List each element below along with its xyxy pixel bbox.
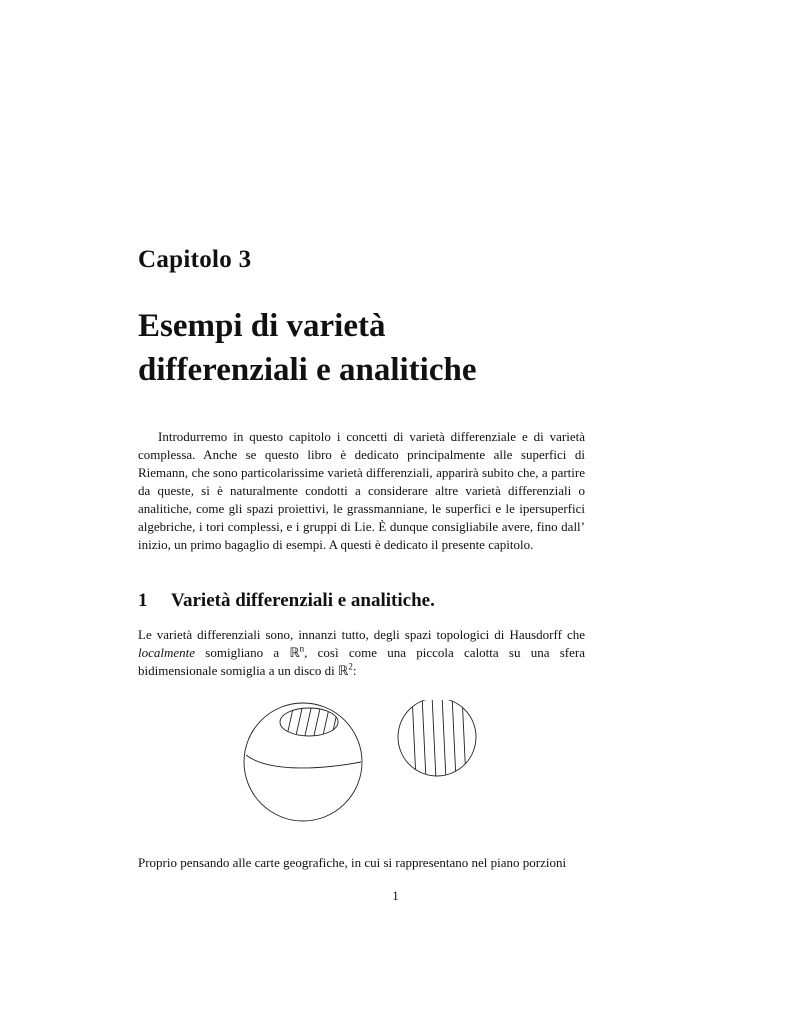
disk-hatching bbox=[412, 700, 466, 780]
chapter-title-line-1: Esempi di varietà bbox=[138, 308, 386, 344]
section-heading bbox=[138, 590, 435, 612]
section-number: 1 bbox=[138, 590, 148, 611]
section-title: Varietà differenziali e analitiche. bbox=[171, 590, 435, 611]
sphere-equator-curve bbox=[246, 755, 361, 768]
disk-drawing bbox=[398, 700, 476, 780]
paragraph-manifolds-intro bbox=[138, 626, 585, 680]
chapter-label: Capitolo 3 bbox=[138, 246, 252, 273]
p1-text-d: : bbox=[352, 663, 357, 678]
chapter-title-line-2: differenziali e analitiche bbox=[138, 352, 477, 388]
sphere-cap-figure bbox=[238, 700, 488, 830]
sphere-outline bbox=[244, 703, 362, 821]
p1-superscript-n: n bbox=[299, 643, 305, 654]
chapter-title bbox=[138, 304, 658, 392]
paragraph-maps: Proprio pensando alle carte geografiche, in cui si rappresentano nel piano porzioni bbox=[138, 855, 567, 870]
p1-text-b: somigliano a ℝ bbox=[195, 645, 300, 660]
sphere-drawing bbox=[244, 703, 362, 821]
p1-text-a: Le varietà differenziali sono, innanzi tutto, degli spazi topologici di Hausdorff che bbox=[138, 627, 585, 642]
page-number: 1 bbox=[392, 888, 399, 903]
p1-superscript-2: 2 bbox=[348, 661, 353, 672]
p1-emphasis: localmente bbox=[138, 645, 196, 660]
p1-text-c: , così come una piccola calotta su una sfera bidimensionale somiglia a un disco di ℝ bbox=[138, 645, 585, 678]
sphere-cap-outline bbox=[280, 708, 338, 736]
chapter-abstract: Introdurremo in questo capitolo i concetti di varietà differenziale e di varietà complessa. Anche se questo libro è dedicato principalmente alle superfici di Riemann, che sono particolarissime varietà differenziali, apparirà subito che, a partire da queste, si è naturalmente condotti a considerare altre varietà differenziali o analitiche, come gli spazi proiettivi, le grassmanniane, le superfici e le ipersuperfici algebriche, i tori complessi, e i gruppi di Lie. È dunque consigliabile avere, fino dall’ inizio, un primo bagaglio di esempi. A questi è dedicato il presente capitolo. bbox=[138, 429, 585, 552]
sphere-cap-hatching bbox=[286, 704, 339, 740]
